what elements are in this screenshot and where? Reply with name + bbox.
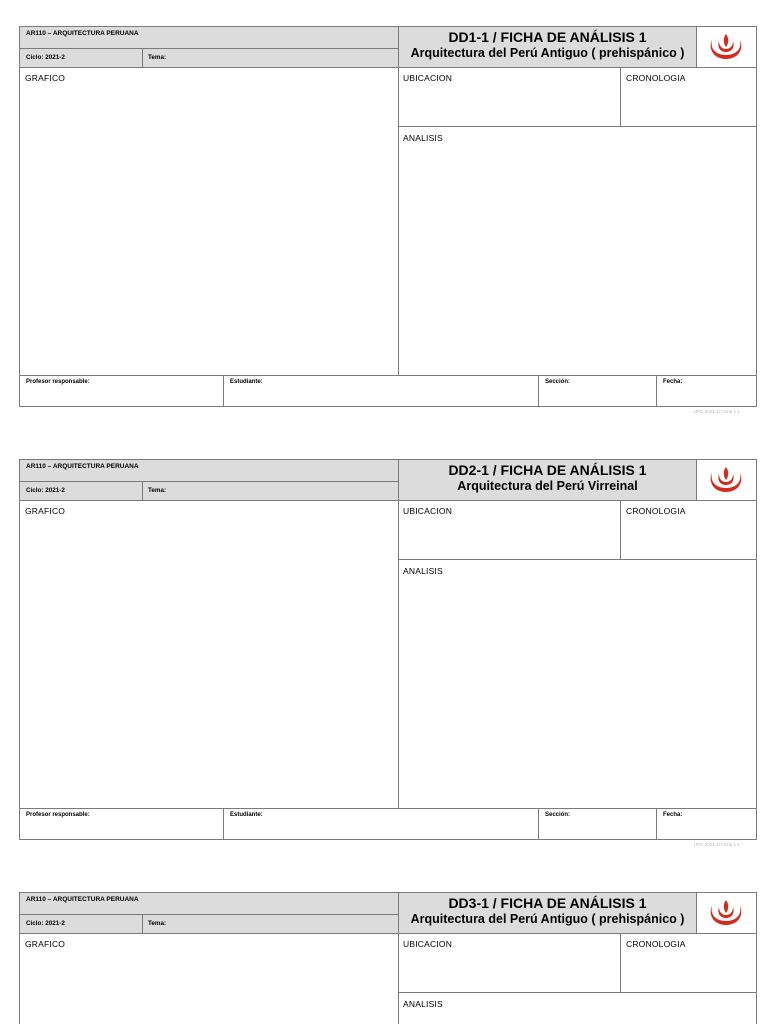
analisis-box[interactable] bbox=[399, 993, 756, 1024]
grafico-label: GRAFICO bbox=[25, 939, 66, 949]
ubicacion-box[interactable] bbox=[399, 501, 621, 560]
sheet-header bbox=[19, 892, 757, 934]
ciclo-label: Ciclo: 2021-2 bbox=[26, 487, 65, 494]
analysis-sheet-1 bbox=[19, 26, 757, 407]
grafico-box[interactable] bbox=[20, 68, 399, 375]
sheet-footer bbox=[19, 809, 757, 840]
upc-logo bbox=[697, 460, 756, 500]
analysis-sheet-2 bbox=[19, 459, 757, 840]
grafico-box[interactable] bbox=[20, 501, 399, 808]
sheet-title-block bbox=[399, 460, 697, 500]
cronologia-label: CRONOLOGIA bbox=[626, 73, 686, 83]
ubicacion-box[interactable] bbox=[399, 934, 621, 993]
estudiante-field[interactable] bbox=[224, 376, 539, 406]
ciclo-label: Ciclo: 2021-2 bbox=[26, 920, 65, 927]
ciclo-tema-row bbox=[20, 481, 398, 501]
tema-field[interactable]: Tema: bbox=[148, 54, 167, 61]
cronologia-box[interactable] bbox=[621, 501, 756, 560]
ubicacion-label: UBICACION bbox=[403, 939, 453, 949]
upc-logo bbox=[697, 27, 756, 67]
ubicacion-label: UBICACION bbox=[403, 506, 453, 516]
analisis-box[interactable] bbox=[399, 560, 756, 808]
grafico-box[interactable] bbox=[20, 934, 399, 1024]
ciclo-tema-row bbox=[20, 914, 398, 934]
ciclo-tema-row bbox=[20, 48, 398, 68]
cronologia-box[interactable] bbox=[621, 934, 756, 993]
analisis-box[interactable] bbox=[399, 127, 756, 375]
sheet-body bbox=[19, 68, 757, 376]
sheet-subtitle: Arquitectura del Perú Antiguo ( prehispánico ) bbox=[410, 912, 685, 926]
sheet-code: DD1-1 / FICHA DE ANÁLISIS 1 bbox=[448, 29, 647, 45]
tema-field[interactable]: Tema: bbox=[148, 487, 167, 494]
upc-logo bbox=[697, 893, 756, 933]
seccion-label: Sección: bbox=[545, 812, 571, 818]
cronologia-label: CRONOLOGIA bbox=[626, 506, 686, 516]
course-info-block bbox=[20, 893, 399, 933]
cronologia-label: CRONOLOGIA bbox=[626, 939, 686, 949]
fecha-label: Fecha: bbox=[663, 379, 683, 385]
sheet-body bbox=[19, 501, 757, 809]
page-note: UPC-2021-1/ Ficha 1-1 bbox=[693, 842, 740, 847]
course-info-block bbox=[20, 460, 399, 500]
fecha-field[interactable] bbox=[657, 809, 756, 839]
analisis-label: ANALISIS bbox=[403, 133, 443, 143]
profesor-field[interactable] bbox=[20, 376, 224, 406]
course-name: AR110 – ARQUITECTURA PERUANA bbox=[26, 463, 139, 470]
sheet-header bbox=[19, 459, 757, 501]
estudiante-field[interactable] bbox=[224, 809, 539, 839]
profesor-label: Profesor responsable: bbox=[26, 812, 90, 818]
sheet-footer bbox=[19, 376, 757, 407]
upc-logo-icon bbox=[706, 32, 746, 62]
upc-logo-icon bbox=[706, 465, 746, 495]
divider bbox=[142, 482, 143, 501]
sheet-title-block bbox=[399, 893, 697, 933]
grafico-label: GRAFICO bbox=[25, 73, 66, 83]
sheet-body bbox=[19, 934, 757, 1024]
page-note: UPC-2021-1/ Ficha 1-1 bbox=[693, 409, 740, 414]
grafico-label: GRAFICO bbox=[25, 506, 66, 516]
ciclo-label: Ciclo: 2021-2 bbox=[26, 54, 65, 61]
tema-field[interactable]: Tema: bbox=[148, 920, 167, 927]
seccion-label: Sección: bbox=[545, 379, 571, 385]
profesor-label: Profesor responsable: bbox=[26, 379, 90, 385]
sheet-code: DD3-1 / FICHA DE ANÁLISIS 1 bbox=[448, 895, 647, 911]
fecha-label: Fecha: bbox=[663, 812, 683, 818]
divider bbox=[142, 915, 143, 934]
course-name: AR110 – ARQUITECTURA PERUANA bbox=[26, 30, 139, 37]
ubicacion-label: UBICACION bbox=[403, 73, 453, 83]
seccion-field[interactable] bbox=[539, 809, 657, 839]
estudiante-label: Estudiante: bbox=[230, 379, 263, 385]
analisis-label: ANALISIS bbox=[403, 999, 443, 1009]
profesor-field[interactable] bbox=[20, 809, 224, 839]
sheet-header bbox=[19, 26, 757, 68]
course-name: AR110 – ARQUITECTURA PERUANA bbox=[26, 896, 139, 903]
analisis-label: ANALISIS bbox=[403, 566, 443, 576]
sheet-subtitle: Arquitectura del Perú Antiguo ( prehispánico ) bbox=[410, 46, 685, 60]
course-info-block bbox=[20, 27, 399, 67]
estudiante-label: Estudiante: bbox=[230, 812, 263, 818]
analysis-sheet-3 bbox=[19, 892, 757, 1024]
sheet-title-block bbox=[399, 27, 697, 67]
ubicacion-box[interactable] bbox=[399, 68, 621, 127]
divider bbox=[142, 49, 143, 68]
seccion-field[interactable] bbox=[539, 376, 657, 406]
upc-logo-icon bbox=[706, 898, 746, 928]
fecha-field[interactable] bbox=[657, 376, 756, 406]
sheet-subtitle: Arquitectura del Perú Virreinal bbox=[457, 479, 638, 493]
cronologia-box[interactable] bbox=[621, 68, 756, 127]
sheet-code: DD2-1 / FICHA DE ANÁLISIS 1 bbox=[448, 462, 647, 478]
